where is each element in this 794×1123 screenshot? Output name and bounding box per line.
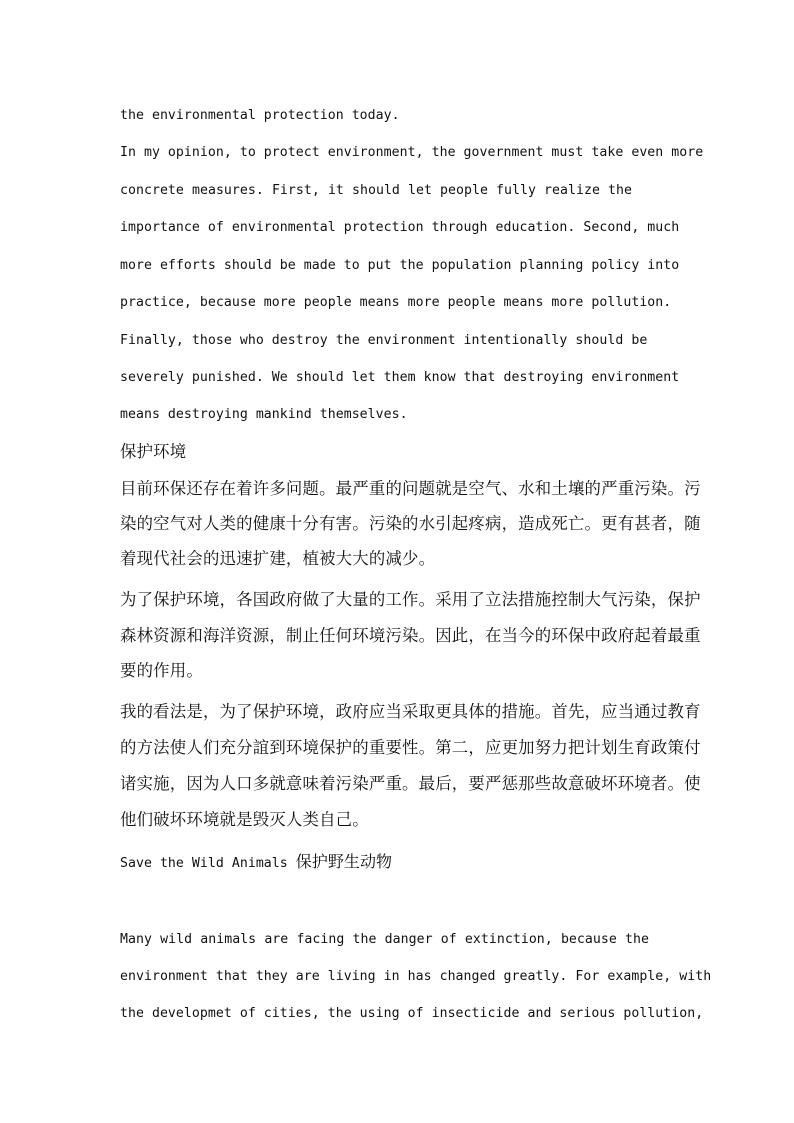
opinion-line-8: means destroying mankind themselves. — [120, 407, 408, 422]
chinese-paragraph-3-line-3: 诸实施，因为人口多就意味着污染严重。最后，要严惩那些故意破坏环境者。使 — [120, 774, 701, 793]
opinion-line-1: In my opinion, to protect environment, the government must take even more — [120, 145, 704, 160]
chinese-paragraph-3-line-1: 我的看法是，为了保护环境，政府应当采取更具体的措施。首先，应当通过教育 — [120, 702, 701, 721]
chinese-title: 保护环境 — [120, 442, 187, 461]
chinese-paragraph-1-line-2: 染的空气对人类的健康十分有害。污染的水引起疼病，造成死亡。更有甚者，随 — [120, 514, 701, 533]
chinese-paragraph-1-line-3: 着现代社会的迅速扩建，植被大大的减少。 — [120, 549, 436, 568]
wild-animals-title-chinese: 保护野生动物 — [295, 852, 393, 871]
chinese-paragraph-2-line-2: 森林资源和海洋资源，制止任何环境污染。因此，在当今的环保中政府起着最重 — [120, 626, 701, 645]
wild-animals-line-1: Many wild animals are facing the danger of extinction, because the — [120, 932, 649, 947]
chinese-paragraph-1-line-1: 目前环保还存在着许多问题。最严重的问题就是空气、水和土壤的严重污染。污 — [120, 479, 701, 498]
opinion-line-7: severely punished. We should let them know that destroying environment — [120, 370, 680, 385]
wild-animals-line-2: environment that they are living in has changed greatly. For example, with — [120, 969, 712, 984]
opinion-line-5: practice, because more people means more people means more pollution. — [120, 295, 672, 310]
opinion-line-2: concrete measures. First, it should let people fully realize the — [120, 183, 632, 198]
wild-animals-title — [120, 852, 676, 874]
opinion-line-3: importance of environmental protection through education. Second, much — [120, 220, 680, 235]
wild-animals-line-3: the developmet of cities, the using of insecticide and serious pollution, — [120, 1006, 704, 1021]
chinese-paragraph-3-line-2: 的方法使人们充分誼到环境保护的重要性。第二，应更加努力把计划生育政策付 — [120, 738, 701, 757]
chinese-paragraph-2-line-1: 为了保护环境，各国政府做了大量的工作。采用了立法措施控制大气污染，保护 — [120, 590, 701, 609]
english-intro-end-line: the environmental protection today. — [120, 108, 400, 123]
chinese-paragraph-2-line-3: 要的作用。 — [120, 661, 203, 680]
opinion-line-4: more efforts should be made to put the population planning policy into — [120, 258, 680, 273]
chinese-paragraph-3-line-4: 他们破坏环境就是毁灭人类自己。 — [120, 810, 369, 829]
wild-animals-title-english: Save the Wild Animals — [120, 856, 288, 871]
opinion-line-6: Finally, those who destroy the environment intentionally should be — [120, 333, 648, 348]
